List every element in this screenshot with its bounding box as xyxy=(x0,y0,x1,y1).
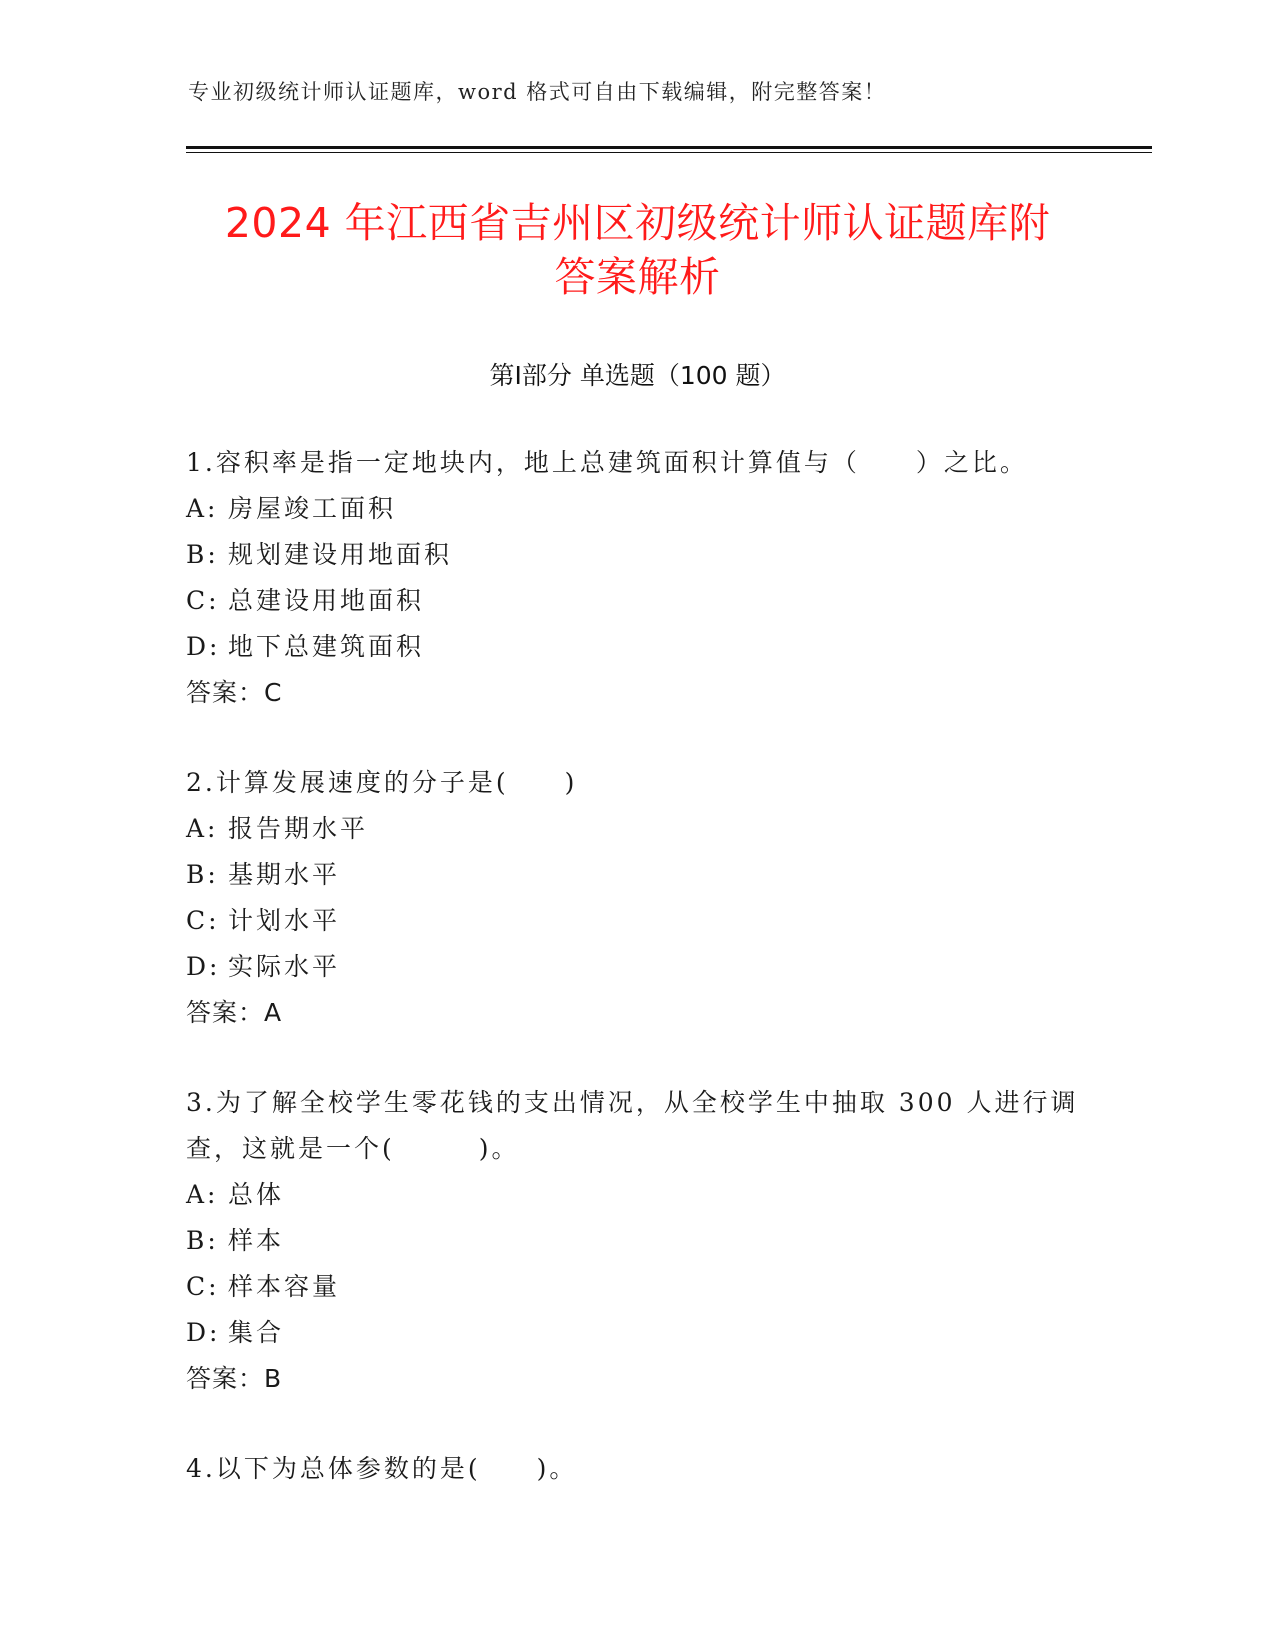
option-text: 计划水平 xyxy=(228,906,341,935)
question-3 xyxy=(186,1080,1086,1402)
header-divider-thick xyxy=(186,146,1152,149)
question-stem: 3.为了解全校学生零花钱的支出情况，从全校学生中抽取 300 人进行调查，这就是一个( )。 xyxy=(186,1088,1079,1163)
option-a xyxy=(186,806,1086,852)
option-a xyxy=(186,1172,1086,1218)
option-key: B: xyxy=(186,540,219,569)
option-key: D: xyxy=(186,1318,221,1347)
option-key: B: xyxy=(186,860,219,889)
option-text: 样本 xyxy=(228,1226,285,1255)
answer-line: 答案：B xyxy=(186,1364,283,1393)
document-title-line2: 答案解析 xyxy=(554,253,721,301)
option-key: C: xyxy=(186,586,220,615)
option-b xyxy=(186,852,1086,898)
option-d xyxy=(186,624,1086,670)
header-note: 专业初级统计师认证题库，word 格式可自由下载编辑，附完整答案！ xyxy=(188,80,887,104)
option-key: A: xyxy=(186,1180,219,1209)
question-1 xyxy=(186,440,1086,716)
option-text: 房屋竣工面积 xyxy=(228,494,397,523)
option-key: A: xyxy=(186,494,219,523)
option-text: 地下总建筑面积 xyxy=(228,632,425,661)
option-key: C: xyxy=(186,1272,220,1301)
answer-line: 答案：A xyxy=(186,998,283,1027)
option-key: C: xyxy=(186,906,220,935)
answer-line: 答案：C xyxy=(186,678,283,707)
option-key: D: xyxy=(186,952,221,981)
option-key: A: xyxy=(186,814,219,843)
option-text: 实际水平 xyxy=(228,952,341,981)
option-d xyxy=(186,1310,1086,1356)
question-stem: 1.容积率是指一定地块内，地上总建筑面积计算值与（ ）之比。 xyxy=(186,448,1028,477)
question-stem: 4.以下为总体参数的是( )。 xyxy=(186,1454,578,1483)
option-a xyxy=(186,486,1086,532)
option-text: 规划建设用地面积 xyxy=(228,540,453,569)
question-2 xyxy=(186,760,1086,1036)
option-c xyxy=(186,1264,1086,1310)
section-heading: 第Ⅰ部分 单选题（100 题） xyxy=(489,361,786,390)
document-title-line1: 2024 年江西省吉州区初级统计师认证题库附 xyxy=(224,199,1051,247)
option-text: 总体 xyxy=(228,1180,285,1209)
header-divider-thin xyxy=(186,152,1152,153)
option-text: 集合 xyxy=(228,1318,285,1347)
option-d xyxy=(186,944,1086,990)
option-c xyxy=(186,578,1086,624)
document-title xyxy=(160,196,1115,304)
option-text: 样本容量 xyxy=(228,1272,341,1301)
option-text: 总建设用地面积 xyxy=(228,586,425,615)
option-key: D: xyxy=(186,632,221,661)
option-text: 报告期水平 xyxy=(228,814,369,843)
option-b xyxy=(186,532,1086,578)
question-stem: 2.计算发展速度的分子是( ) xyxy=(186,768,578,797)
option-key: B: xyxy=(186,1226,219,1255)
question-4 xyxy=(186,1446,1086,1492)
option-b xyxy=(186,1218,1086,1264)
option-text: 基期水平 xyxy=(228,860,341,889)
option-c xyxy=(186,898,1086,944)
question-list xyxy=(186,440,1086,1536)
